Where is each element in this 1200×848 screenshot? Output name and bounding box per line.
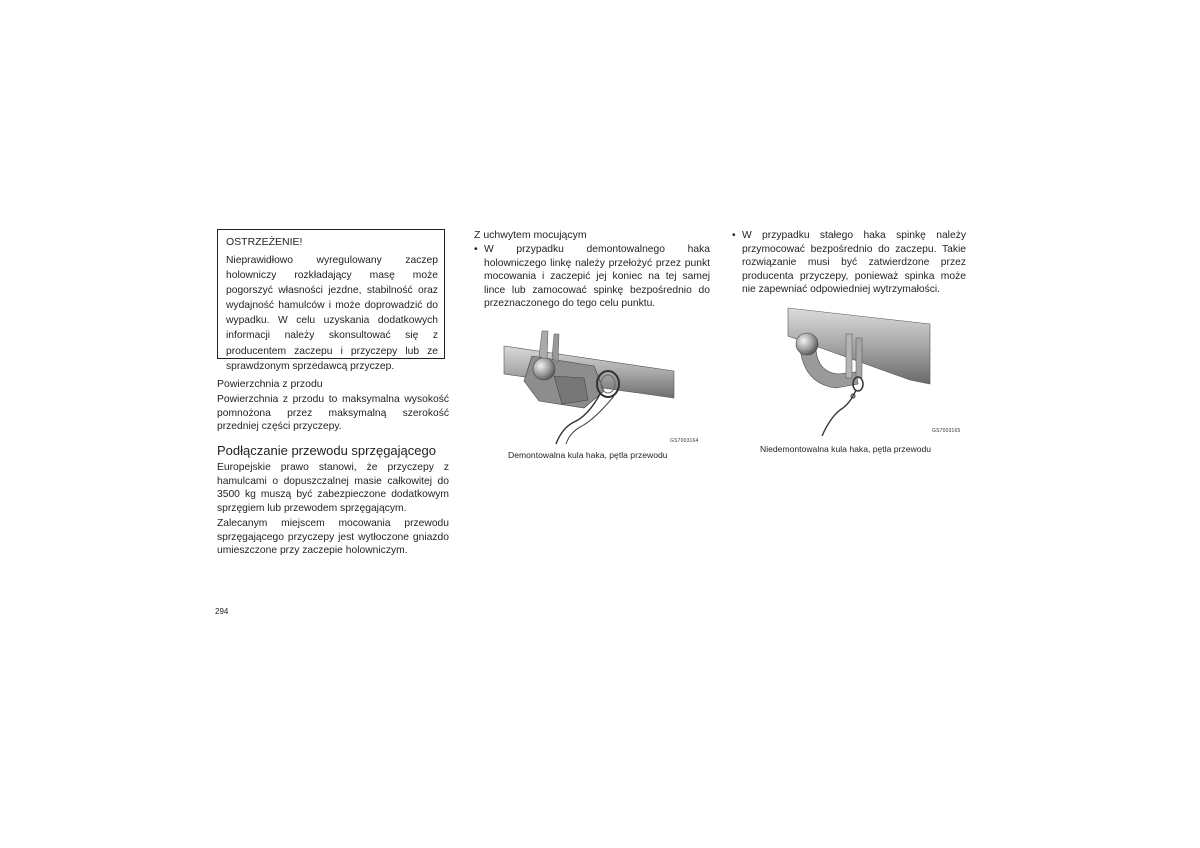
bracket-bullet-1-text: W przypadku demontowalnego haka holowniczego linkę należy przełożyć przez punkt mocowania i zaczepić jej koniec na tej samej lince lub zamocować spinkę bezpośrednio do przeznaczonego do tego celu punktu.: [484, 244, 710, 310]
fixed-towball-illustration: [760, 306, 964, 438]
bracket-heading: Z uchwytem mocującym: [474, 229, 587, 241]
coupling-cable-para2: Zalecanym miejscem mocowania przewodu sprzęgającego przyczepy jest wytłoczone gniazdo umieszczone przy zaczepie holowniczym.: [217, 518, 449, 557]
bracket-bullet-2-text: W przypadku stałego haka spinkę należy przymocować bezpośrednio do zaczepu. Takie rozwiązanie musi być zatwierdzone przez producenta przyczepy, ponieważ spinka może nie zapewniać odpowiedniej wytrzymałości.: [742, 230, 966, 296]
bullet-dot: •: [474, 244, 478, 255]
bracket-bullet-2: [732, 229, 966, 297]
figure2-caption: Niedemontowalna kula haka, pętla przewodu: [760, 444, 932, 454]
warning-box: [217, 229, 445, 372]
warning-text: Nieprawidłowo wyregulowany zaczep holowniczy rozkładający masę może pogorszyć własności jezdne, stabilność oraz wydajność hamulców i może doprowadzić do wypadku. W celu uzyskania dodatkowych informacji należy skonsultować się z producentem zaczepu i przyczepy lub ze sprawdzonym sprzedawcą przyczep.: [226, 255, 438, 372]
figure1-caption: Demontowalna kula haka, pętla przewodu: [508, 450, 668, 460]
coupling-cable-heading: Podłączanie przewodu sprzęgającego: [217, 443, 436, 458]
front-surface-text: Powierzchnia z przodu to maksymalna wysokość pomnożona przez maksymalną szerokość przedniej części przyczepy.: [217, 394, 449, 433]
bracket-bullet-1: [474, 243, 710, 311]
bullet-dot: •: [732, 230, 736, 241]
figure1-code: GS7003164: [670, 438, 699, 444]
figure-removable-towball: [484, 316, 699, 446]
figure2-code: GS7003165: [932, 428, 961, 434]
figure-fixed-towball: [760, 306, 964, 438]
coupling-cable-para1: Europejskie prawo stanowi, że przyczepy z hamulcami o dopuszczalnej masie całkowitej do 3500 kg muszą być zabezpieczone dodatkowym sprzęgiem lub przewodem sprzęgającym.: [217, 462, 449, 514]
page-number: 294: [215, 607, 229, 616]
warning-title: OSTRZEŻENIE!: [226, 236, 303, 248]
removable-towball-illustration: [484, 316, 692, 446]
front-surface-heading: Powierzchnia z przodu: [217, 378, 323, 390]
